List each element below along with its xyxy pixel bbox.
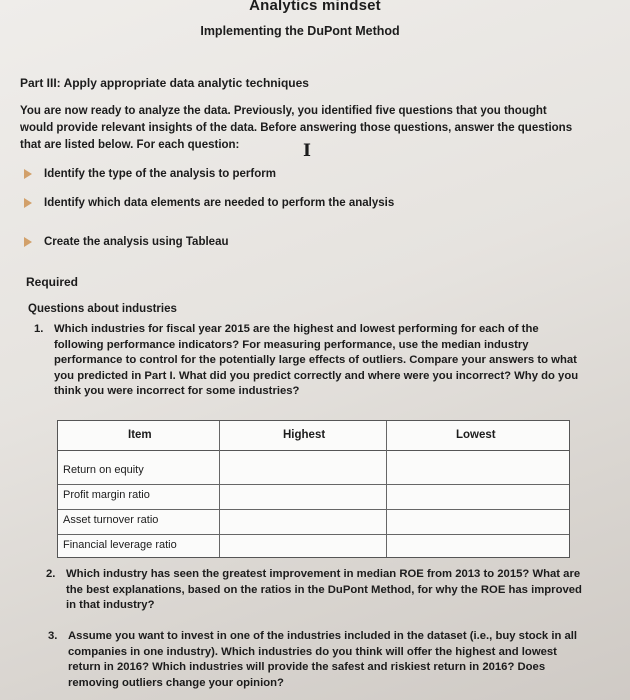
questions-heading: Questions about industries [28,303,177,315]
list-item: Identify which data elements are needed to perform the analysis [24,197,394,209]
list-item: Create the analysis using Tableau [24,236,229,248]
table-row [58,484,569,510]
question-text: Which industries for fiscal year 2015 are the highest and lowest performing for each of the following performance indicators? For measuring performance, use the median industry performance to control for the potentially large effects of outliers. Compare your answers to what you predicted in Part I. What did you predict correctly and where were you incorrect? Why do you think you were incorrect for some industries? [54,323,579,397]
triangle-bullet-icon [24,198,32,208]
text-cursor-icon: I [303,141,311,161]
table-header-item: Item [128,429,152,441]
table-row [58,459,569,485]
list-item: Identify the type of the analysis to perform [24,168,276,180]
table-cell-item: Financial leverage ratio [63,539,177,551]
table-row [58,509,569,535]
question-number: 2. [46,568,56,580]
table-cell-item: Asset turnover ratio [63,514,159,526]
table-header-lowest: Lowest [456,429,496,441]
triangle-bullet-icon [24,237,32,247]
table-cell-item: Profit margin ratio [63,489,150,501]
performance-table [57,420,570,558]
triangle-bullet-icon [24,169,32,179]
question-number: 1. [34,323,44,335]
table-header-row [58,421,569,451]
table-column-divider [219,421,220,557]
table-header-highest: Highest [283,429,326,441]
required-label: Required [26,275,79,289]
question-number: 3. [48,630,58,642]
table-cell-item: Return on equity [63,464,144,476]
document-subtitle: Implementing the DuPont Method [200,24,400,38]
table-row [58,534,569,559]
question-text: Which industry has seen the greatest improvement in median ROE from 2013 to 2015? What are the best explanations, based on the ratios in the DuPont Method, for why the ROE has improved in that industry? [66,568,582,611]
question-text: Assume you want to invest in one of the industries included in the dataset (i.e., buy stock in all companies in one industry). Which industries do you think will offer the highest and lowest return in 2016? Which industries will provide the safest and riskiest return in 2016? Does removing outliers change your opinion? [68,630,578,689]
table-column-divider [386,421,387,557]
intro-paragraph: You are now ready to analyze the data. Previously, you identified five questions that you thought would provide relevant insights of the data. Before answering those questions, answer the questions that are listed below. For each question: [20,105,573,151]
part-heading: Part III: Apply appropriate data analytic techniques [20,76,309,90]
document-title: Analytics mindset [249,0,381,14]
